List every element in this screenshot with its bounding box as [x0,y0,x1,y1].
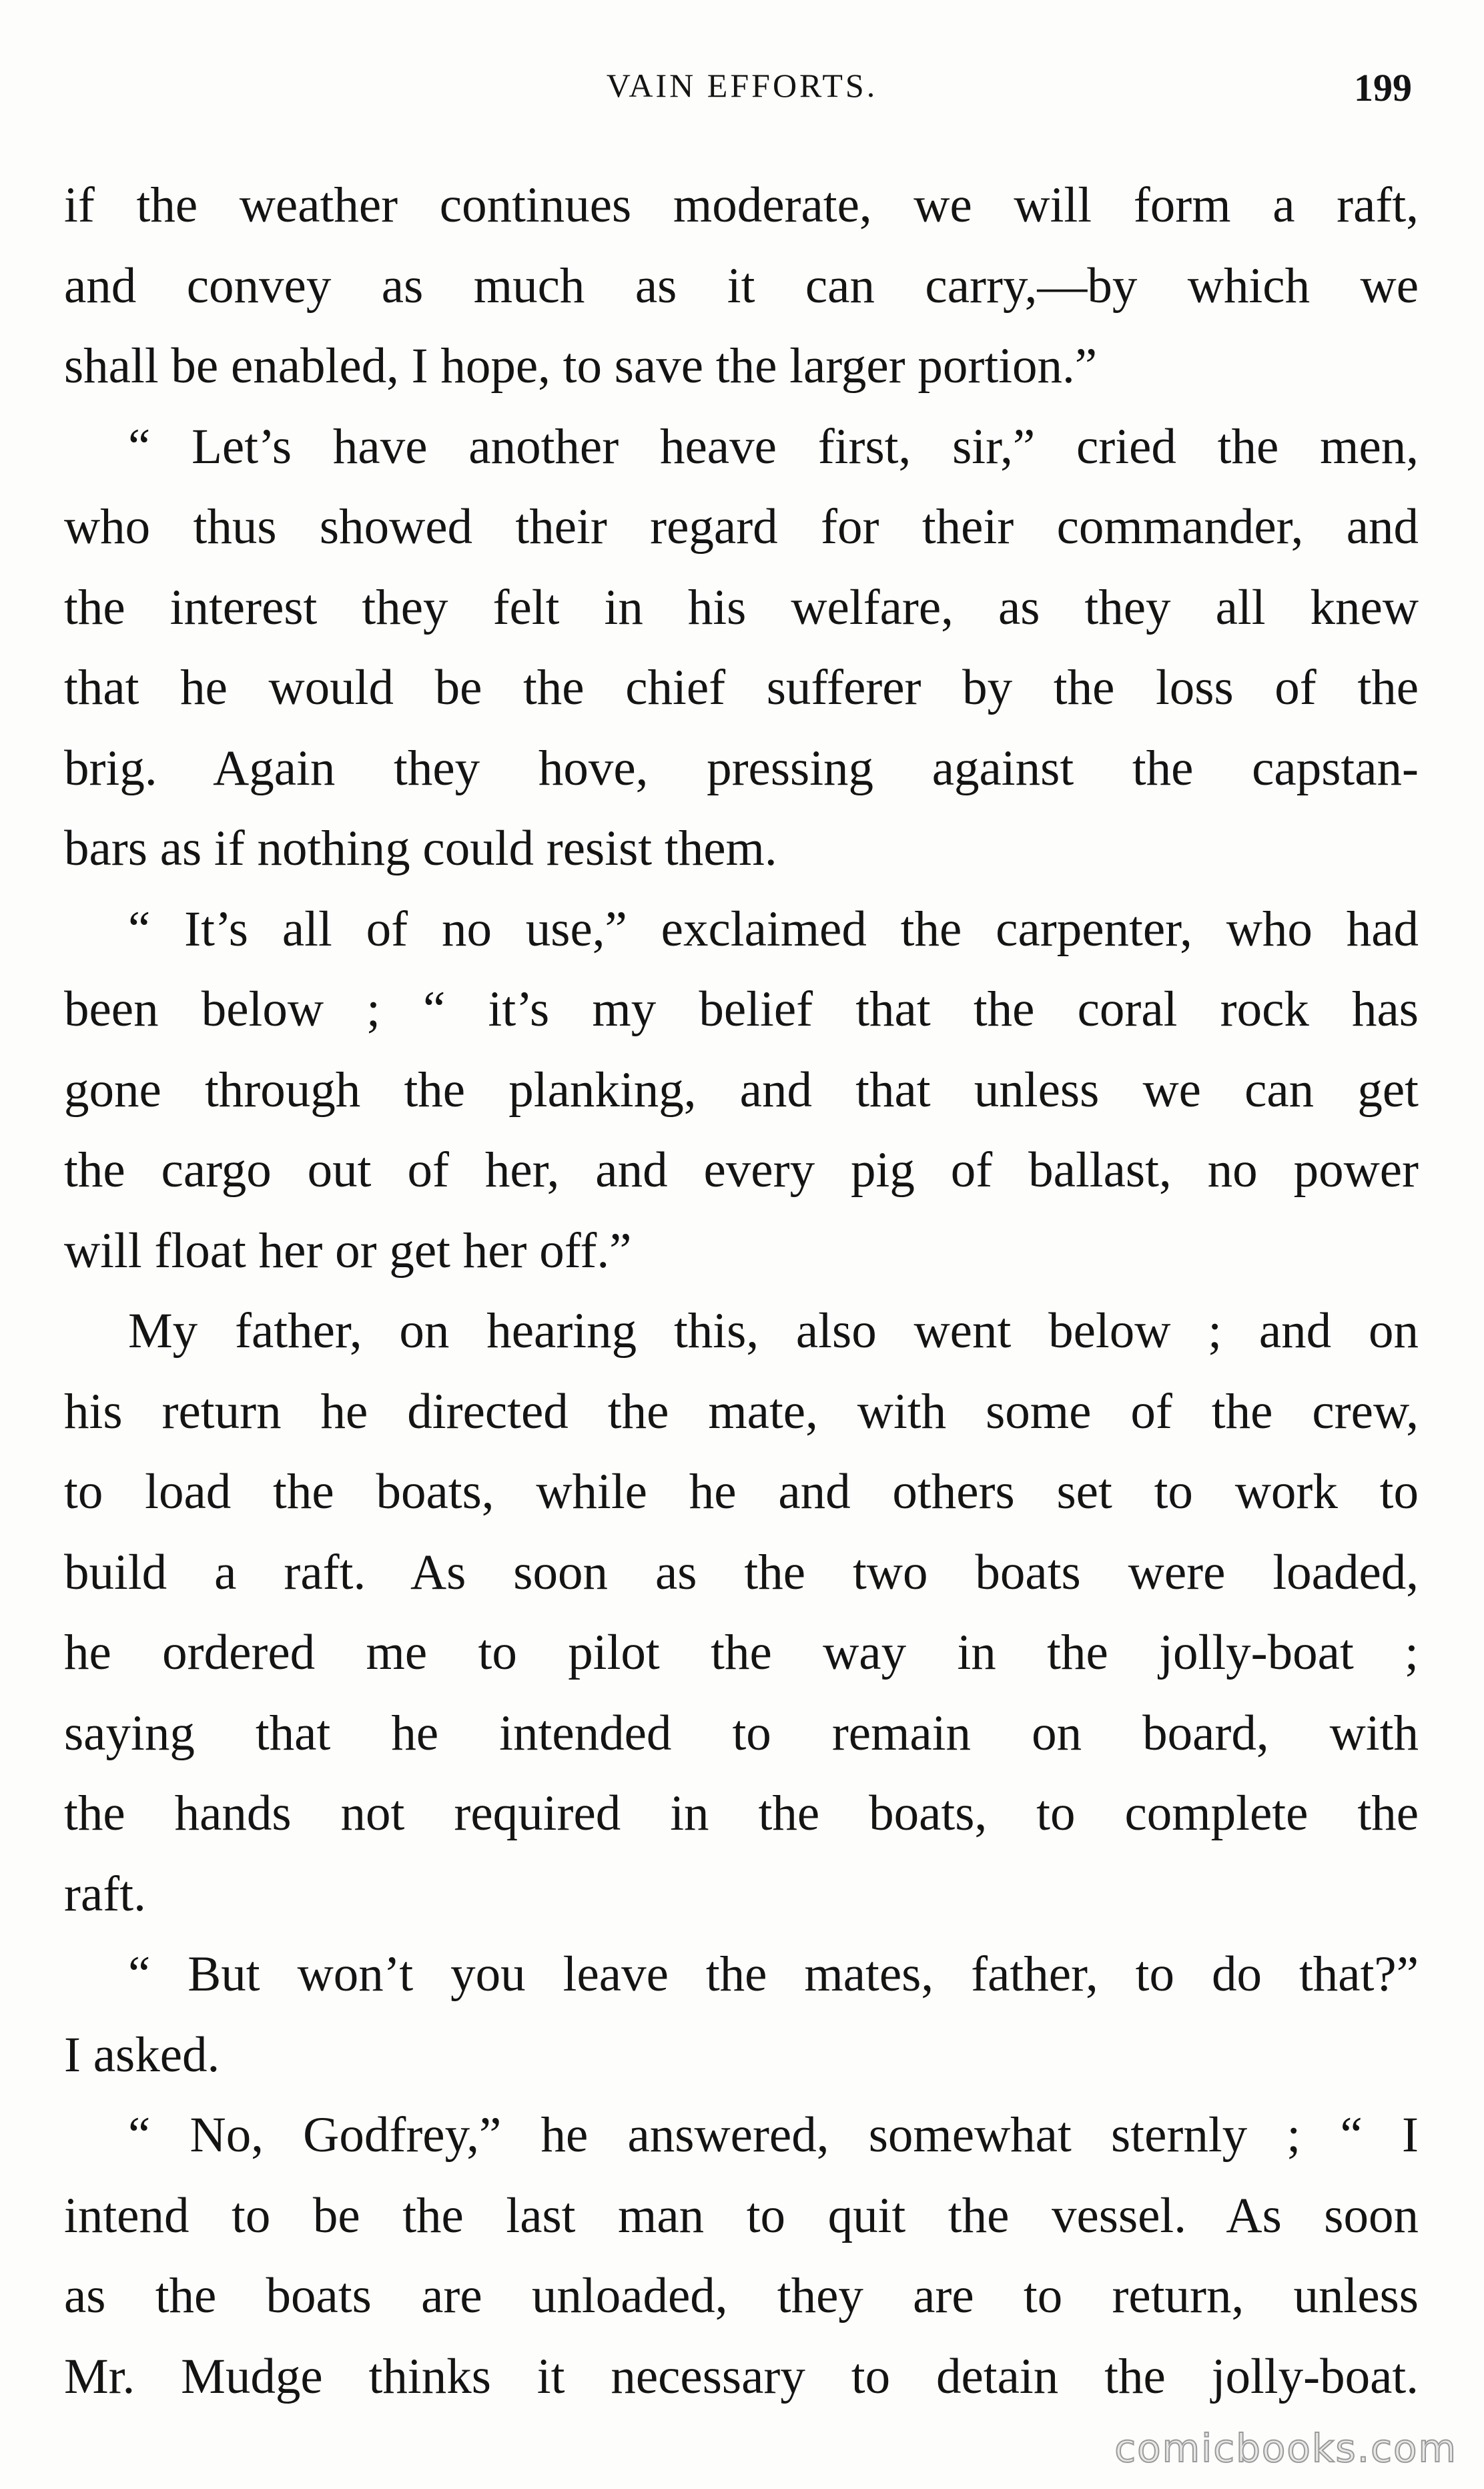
running-title: VAIN EFFORTS. [606,67,878,104]
text-line: bars as if nothing could resist them. [64,821,777,876]
text-line: raft. [64,1866,146,1922]
text-line: Mr. Mudge thinks it necessary to detain the jolly-boat. [64,2348,1419,2404]
text-line: brig. Again they hove, pressing against the capstan- [64,740,1419,796]
text-line: been below ; “ it’s my belief that the coral rock has [64,982,1419,1037]
text-line: My father, on hearing this, also went below ; and on [128,1303,1419,1359]
text-line: that he would be the chief sufferer by the loss of the [64,660,1419,715]
text-line: “ It’s all of no use,” exclaimed the carpenter, who had [128,901,1419,957]
text-line: saying that he intended to remain on board, with [64,1705,1419,1761]
text-line: the interest they felt in his welfare, as they all knew [64,579,1419,635]
text-line: “ Let’s have another heave first, sir,” cried the men, [128,418,1419,474]
text-line: to load the boats, while he and others set to work to [64,1464,1419,1519]
text-line: “ But won’t you leave the mates, father, to do that?” [128,1946,1419,2002]
watermark-logo: comicbooks.com [1114,2426,1457,2471]
text-line: he ordered me to pilot the way in the jolly-boat ; [64,1625,1419,1680]
text-line: as the boats are unloaded, they are to return, unless [64,2268,1419,2324]
text-line: his return he directed the mate, with some of the crew, [64,1383,1419,1439]
page-number: 199 [1354,66,1412,109]
text-line: if the weather continues moderate, we will form a raft, [64,177,1419,233]
text-line: will float her or get her off.” [64,1222,632,1279]
text-line: the hands not required in the boats, to complete the [64,1786,1419,1841]
text-line: build a raft. As soon as the two boats were loaded, [64,1544,1419,1600]
text-line: shall be enabled, I hope, to save the larger portion.” [64,338,1098,394]
text-line: and convey as much as it can carry,—by which we [64,258,1419,314]
text-line: intend to be the last man to quit the vessel. As soon [64,2187,1419,2243]
text-line: who thus showed their regard for their commander, and [64,499,1419,555]
body-text [64,165,1419,2417]
text-line: “ No, Godfrey,” he answered, somewhat sternly ; “ I [128,2107,1419,2163]
text-line: I asked. [64,2027,220,2083]
text-line: the cargo out of her, and every pig of ballast, no power [64,1142,1419,1198]
running-header [0,59,1484,112]
text-line: gone through the planking, and that unless we can get [64,1062,1419,1118]
